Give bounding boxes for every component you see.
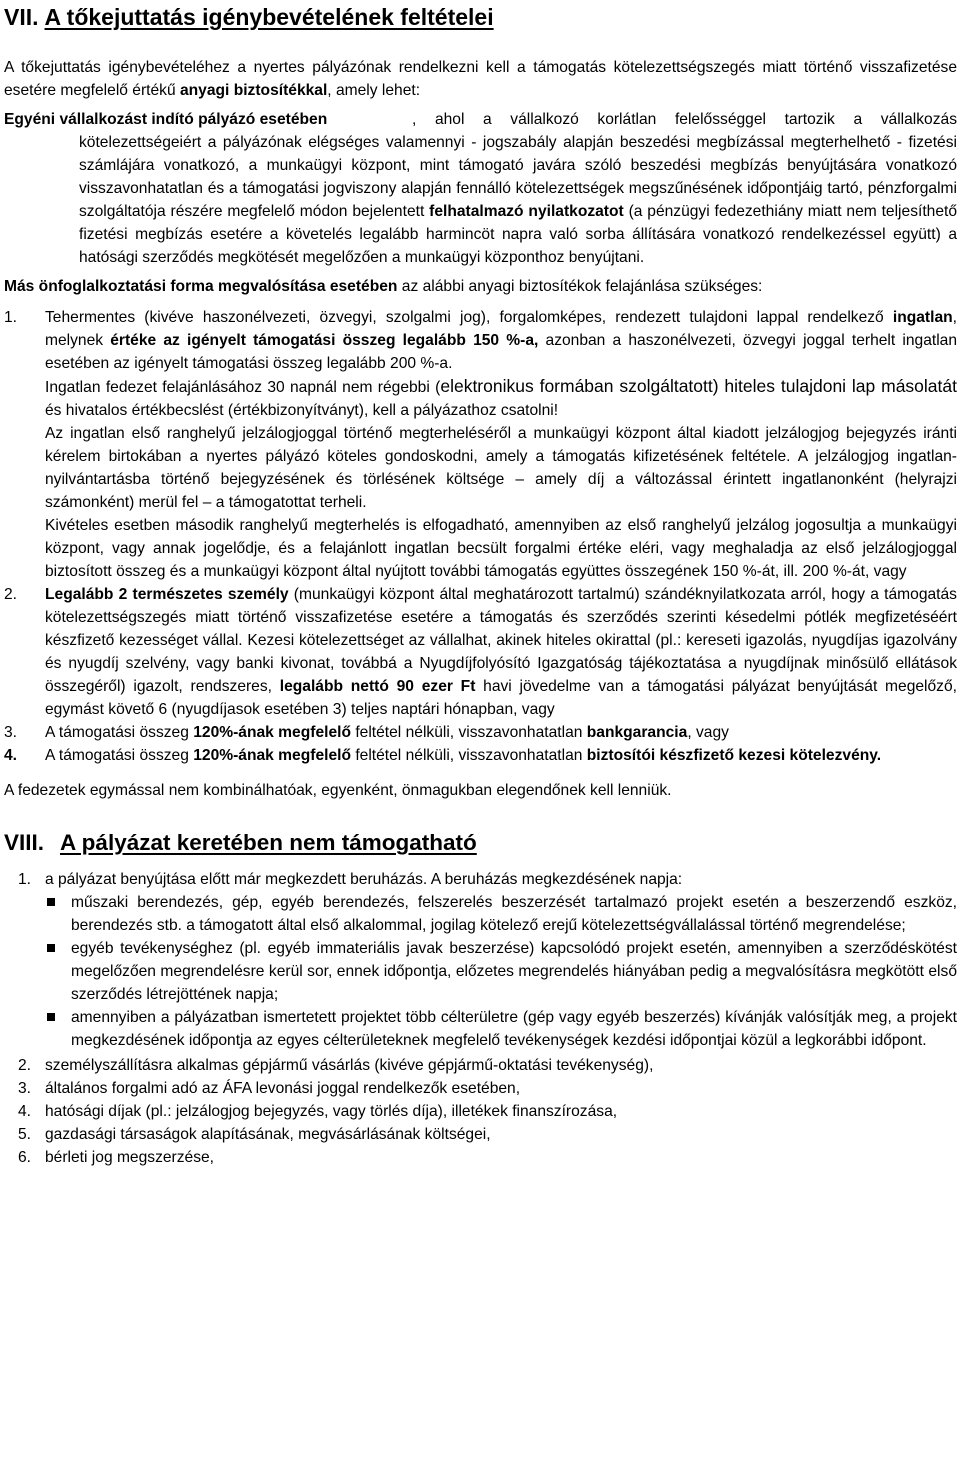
guarantee-item-1-para-2: Ingatlan fedezet felajánlásához 30 napnál nem régebbi (elektronikus formában szolgáltatott) hiteles tulajdoni lap másolatát és hivatalos értékbecslést (értékbizonyítványt), kell a pályázathoz csatolni! (45, 376, 957, 419)
guarantee-item-1-para-3: Az ingatlan első ranghelyű jelzálogjoggal történő megterheléséről a munkaügyi központ által kiadott jelzálogjog bejegyzés iránti kérelem birtokában a nyertes pályázó köteles gondoskodni, amely a támogatás kifizetésének feltétele. A jelzálogjog ingatlan-nyilvántartásba történő bejegyzésének és törlésének költsége – amely díj a változással érintett ingatlanonként (helyrajzi számonként) merül fel – a támogatottat terheli. (45, 425, 957, 511)
square-bullet-icon (45, 937, 71, 1006)
list-item (4, 1054, 957, 1077)
square-bullet-icon (45, 1006, 71, 1052)
section-7-number: VII. (4, 4, 39, 30)
sub-bullet (4, 891, 957, 937)
section-7-heading (4, 2, 957, 32)
item-number: 3. (4, 724, 18, 741)
item-text: általános forgalmi adó az ÁFA levonási joggal rendelkezők esetében, (45, 1080, 521, 1097)
section-8-heading (4, 828, 957, 858)
item-number: 1. (18, 871, 32, 888)
item-number: 4. (18, 1103, 32, 1120)
item-number: 3. (18, 1080, 32, 1097)
item-number: 5. (18, 1126, 32, 1143)
item-text: személyszállításra alkalmas gépjármű vásárlás (kivéve gépjármű-oktatási tevékenység), (45, 1057, 654, 1074)
list-item (4, 1100, 957, 1123)
item-number: 6. (18, 1149, 32, 1166)
item-number: 2. (4, 586, 18, 603)
list-item (4, 1077, 957, 1100)
item-text: gazdasági társaságok alapításának, megvásárlásának költségei, (45, 1126, 491, 1143)
item-number: 2. (18, 1057, 32, 1074)
item-number: 4. (4, 747, 18, 764)
item-text: Legalább 2 természetes személy (munkaügyi központ által meghatározott tartalmú) szándéknyilatkozata arról, hogy a támogatás kötelezettségszegés miatt történő visszafizetése esetére a támogatás és szerződés szerinti késedelmi pótlék megfizetéséért készfizető kezességet vállal. Kezesi kötelezettséget az vállalhat, akinek hiteles okirattal (pl.: kereseti igazolás, nyugdíjas igazolvány és nyugdíj szelvény, vagy banki kivonat, továbbá a Nyugdíjfolyósító Igazgatóság tájékoztatása a nyugdíjnak minősülő ellátások összegéről) igazolt, rendszeres, legalább nettó 90 ezer Ft havi jövedelme van a támogatási pályázat benyújtását megelőző, egymást követő 6 (nyugdíjasok esetében 3) teljes naptári hónapban, vagy (45, 586, 957, 718)
intro-paragraph: A tőkejuttatás igénybevételéhez a nyertes pályázónak rendelkezni kell a támogatás kötelezettségszegés miatt történő visszafizetése esetére megfelelő értékű anyagi biztosítékkal, amely lehet: (4, 59, 957, 99)
bullet-text: amennyiben a pályázatban ismertetett projektet több célterületre (gép vagy egyéb beszerzés) kívánják valósítják meg, a projekt megkezdésének időpontja az egyes célterületeknek megfelelő tevékenységek kezdési időpontjai közül a legkorábbi időpont. (71, 1009, 957, 1049)
item-text: bérleti jog megszerzése, (45, 1149, 215, 1166)
document-page (4, 0, 957, 1169)
not-supported-list (4, 868, 957, 1169)
guarantee-item-2 (4, 583, 957, 721)
item-text: A támogatási összeg 120%-ának megfelelő feltétel nélküli, visszavonhatatlan biztosítói készfizető kezesi kötelezvény. (45, 747, 882, 764)
egyeni-lead: Egyéni vállalkozást indító pályázó esetében (4, 111, 328, 128)
section-8-number: VIII. (4, 830, 45, 855)
sub-bullet (4, 937, 957, 1006)
item-number: 1. (4, 309, 18, 326)
list-item (4, 1146, 957, 1169)
sub-bullet (4, 1006, 957, 1052)
guarantee-item-4 (4, 744, 957, 767)
section-8-title: A pályázat keretében nem támogatható (60, 830, 477, 855)
list-item (4, 1123, 957, 1146)
guarantee-item-1-para-4: Kivételes esetben második ranghelyű megterhelés is elfogadható, amennyiben az első ranghelyű jelzálog jogosultja a munkaügyi központ, vagy annak jogelődje, és a felajánlott ingatlan becsült forgalmi értéke eléri, vagy meghaladja az első jelzálogjoggal biztosított összeg és a munkaügyi központ által nyújtott további támogatás együttes összegének 150 %-át, ill. 200 %-át, vagy (45, 517, 957, 580)
list-item (4, 868, 957, 891)
square-bullet-icon (45, 891, 71, 937)
guarantee-item-3 (4, 721, 957, 744)
mas-paragraph: Más önfoglalkoztatási forma megvalósítása esetében az alábbi anyagi biztosítékok felajánlása szükséges: (4, 278, 763, 295)
item-text: Tehermentes (kivéve haszonélvezeti, özvegyi, szolgalmi jog), forgalomképes, rendezett tulajdoni lappal rendelkező ingatlan, melynek értéke az igényelt támogatási összeg legalább 150 %-a, azonban a haszonélvezeti, özvegyi joggal terhelt ingatlan esetében az igényelt támogatási összeg legalább 200 %-a. (45, 309, 958, 372)
closing-paragraph: A fedezetek egymással nem kombinálhatóak, egyenként, önmagukban elegendőnek kell lenniük. (4, 782, 672, 799)
item-text: hatósági díjak (pl.: jelzálogjog bejegyzés, vagy törlés díja), illetékek finanszírozása, (45, 1103, 618, 1120)
egyeni-paragraph: Egyéni vállalkozást indító pályázó esetében , ahol a vállalkozó korlátlan felelősséggel tartozik a vállalkozás kötelezettségeiért a pályázónak elégséges valamennyi - jogszabály alapján beszedési megbízással megterhelhető - fizetési számlájára vonatkozó, a munkaügyi központ, mint támogató javára szóló beszedési megbízás benyújtására vonatkozó visszavonhatatlan és a támogatási jogviszony alapján fennálló kötelezettségek megszűnésének időpontjáig tartó, pénzforgalmi szolgáltatója részére megfelelő módon bejelentett felhatalmazó nyilatkozatot (a pénzügyi fedezethiány miatt nem teljesíthető fizetési megbízás esetére a követelés legalább harmincöt napra való sorba állítására vonatkozó rendelkezéssel együtt) a hatósági szerződés megkötését megelőzően a munkaügyi központhoz benyújtani. (4, 108, 957, 269)
item-text: a pályázat benyújtása előtt már megkezdett beruházás. A beruházás megkezdésének napja: (45, 871, 683, 888)
section-7-title: A tőkejuttatás igénybevételének feltételei (44, 4, 494, 30)
item-text: A támogatási összeg 120%-ának megfelelő feltétel nélküli, visszavonhatatlan bankgarancia, vagy (45, 724, 729, 741)
guarantee-item-1 (4, 306, 957, 375)
bullet-text: műszaki berendezés, gép, egyéb berendezés, felszerelés beszerzését tartalmazó projekt esetén a beszerzendő eszköz, berendezés stb. a támogatott által első alkalommal, jogilag kötelező erejű kötelezettségvállalással történő megrendelése; (71, 894, 957, 934)
bullet-text: egyéb tevékenységhez (pl. egyéb immateriális javak beszerzése) kapcsolódó projekt esetén, amennyiben a szerződéskötést megelőzően megrendelésre kerül sor, ennek időpontja, előzetes megrendelés hiányában pedig a megvalósításra megkötött első szerződés létrejöttének napja; (71, 940, 957, 1003)
